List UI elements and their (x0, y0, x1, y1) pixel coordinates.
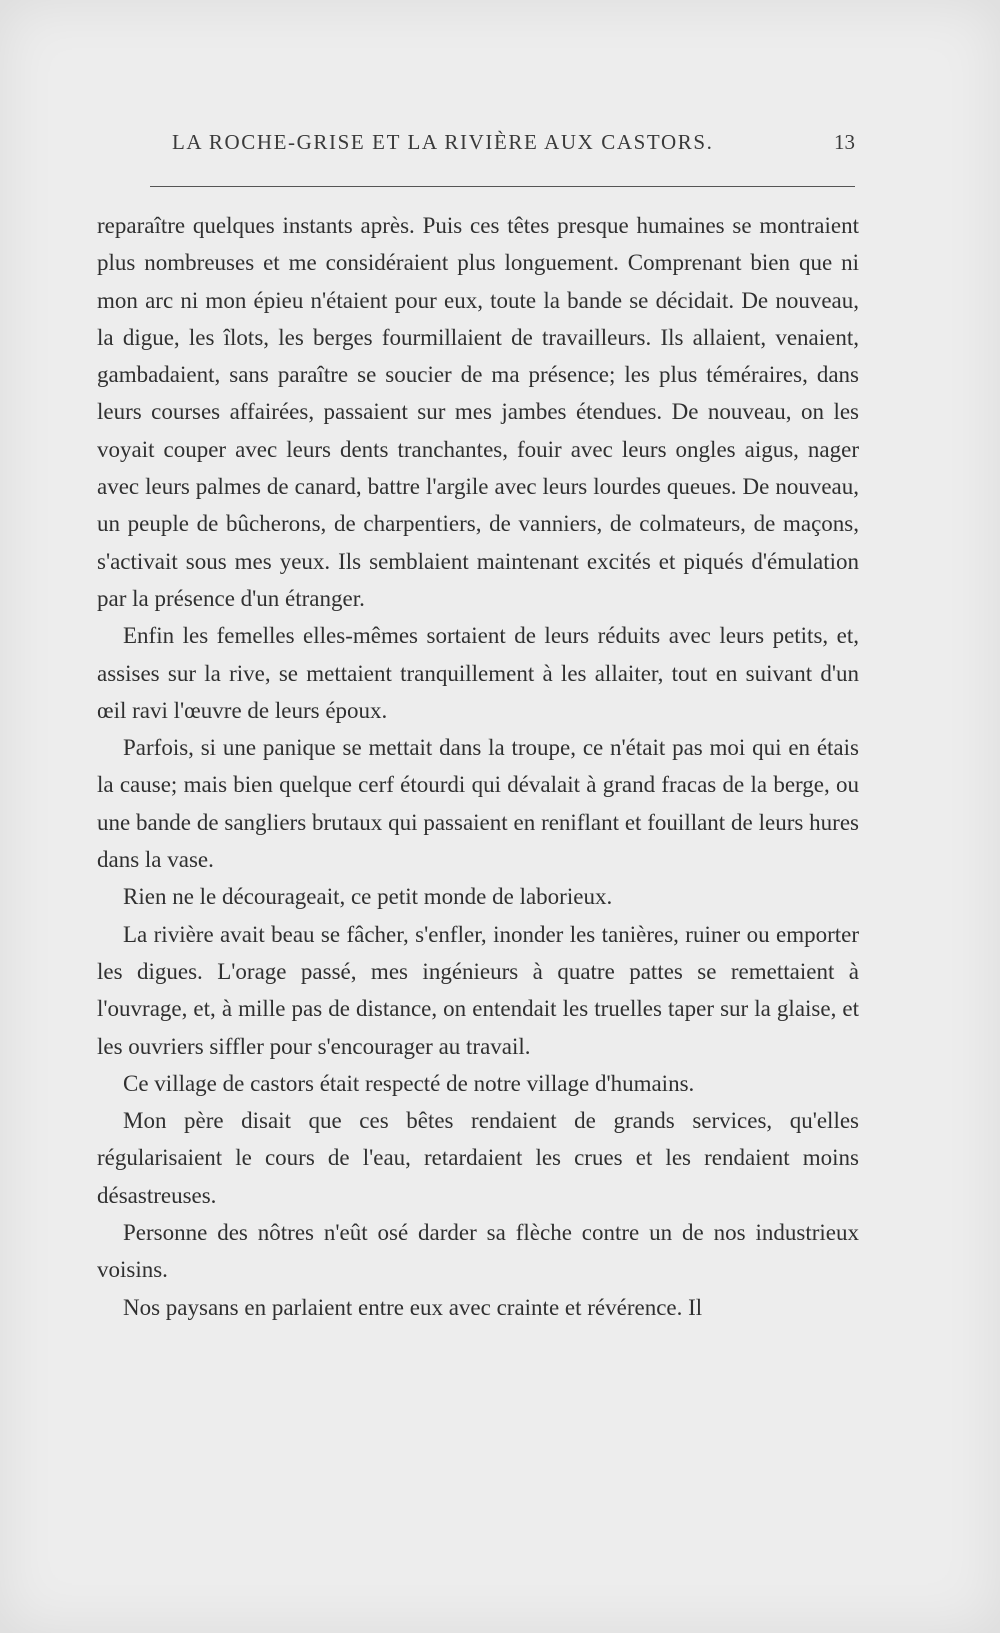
paragraph: Mon père disait que ces bêtes rendaient de grands services, qu'elles régularisaient le cours de l'eau, retardaient les crues et les rendaient moins désastreuses. (97, 1108, 859, 1208)
paragraph: Rien ne le décourageait, ce petit monde de laborieux. (123, 884, 613, 910)
paragraph: Nos paysans en parlaient entre eux avec crainte et révérence. Il (123, 1294, 703, 1320)
body-text (97, 207, 859, 1326)
header-rule (150, 186, 855, 187)
paragraph: Ce village de castors était respecté de notre village d'humains. (123, 1070, 695, 1096)
paragraph: La rivière avait beau se fâcher, s'enfler, inonder les tanières, ruiner ou emporter les digues. L'orage passé, mes ingénieurs à quatre pattes se remettaient à l'ouvrage, et, à mille pas de distance, on entendait les truelles taper sur la glaise, et les ouvriers siffler pour s'encourager au travail. (97, 921, 859, 1059)
paragraph-continuation: reparaître quelques instants après. Puis ces têtes presque humaines se montraient plus nombreuses et me considéraient plus longuement. Comprenant bien que ni mon arc ni mon épieu n'étaient pour eux, toute la bande se décidait. De nouveau, la digue, les îlots, les berges fourmillaient de travailleurs. Ils allaient, venaient, gambadaient, sans paraître se soucier de ma présence; les plus téméraires, dans leurs courses affairées, passaient sur mes jambes étendues. De nouveau, on les voyait couper avec leurs dents tranchantes, fouir avec leurs ongles aigus, nager avec leurs palmes de canard, battre l'argile avec leurs lourdes queues. De nouveau, un peuple de bûcherons, de charpentiers, de vanniers, de colmateurs, de maçons, s'activait sous mes yeux. Ils semblaient maintenant excités et piqués d'émulation par la présence d'un étranger. (97, 213, 859, 611)
paragraph: Personne des nôtres n'eût osé darder sa flèche contre un de nos industrieux voisins. (97, 1220, 859, 1283)
page-header (150, 130, 855, 164)
page-number: 13 (834, 130, 855, 154)
running-title: LA ROCHE-GRISE ET LA RIVIÈRE AUX CASTORS. (172, 130, 714, 154)
paragraph: Parfois, si une panique se mettait dans la troupe, ce n'était pas moi qui en étais la cause; mais bien quelque cerf étourdi qui dévalait à grand fracas de la berge, ou une bande de sangliers brutaux qui passaient en reniflant et fouillant de leurs hures dans la vase. (97, 735, 859, 873)
paragraph: Enfin les femelles elles-mêmes sortaient de leurs réduits avec leurs petits, et, assises sur la rive, se mettaient tranquillement à les allaiter, tout en suivant d'un œil ravi l'œuvre de leurs époux. (97, 623, 859, 723)
